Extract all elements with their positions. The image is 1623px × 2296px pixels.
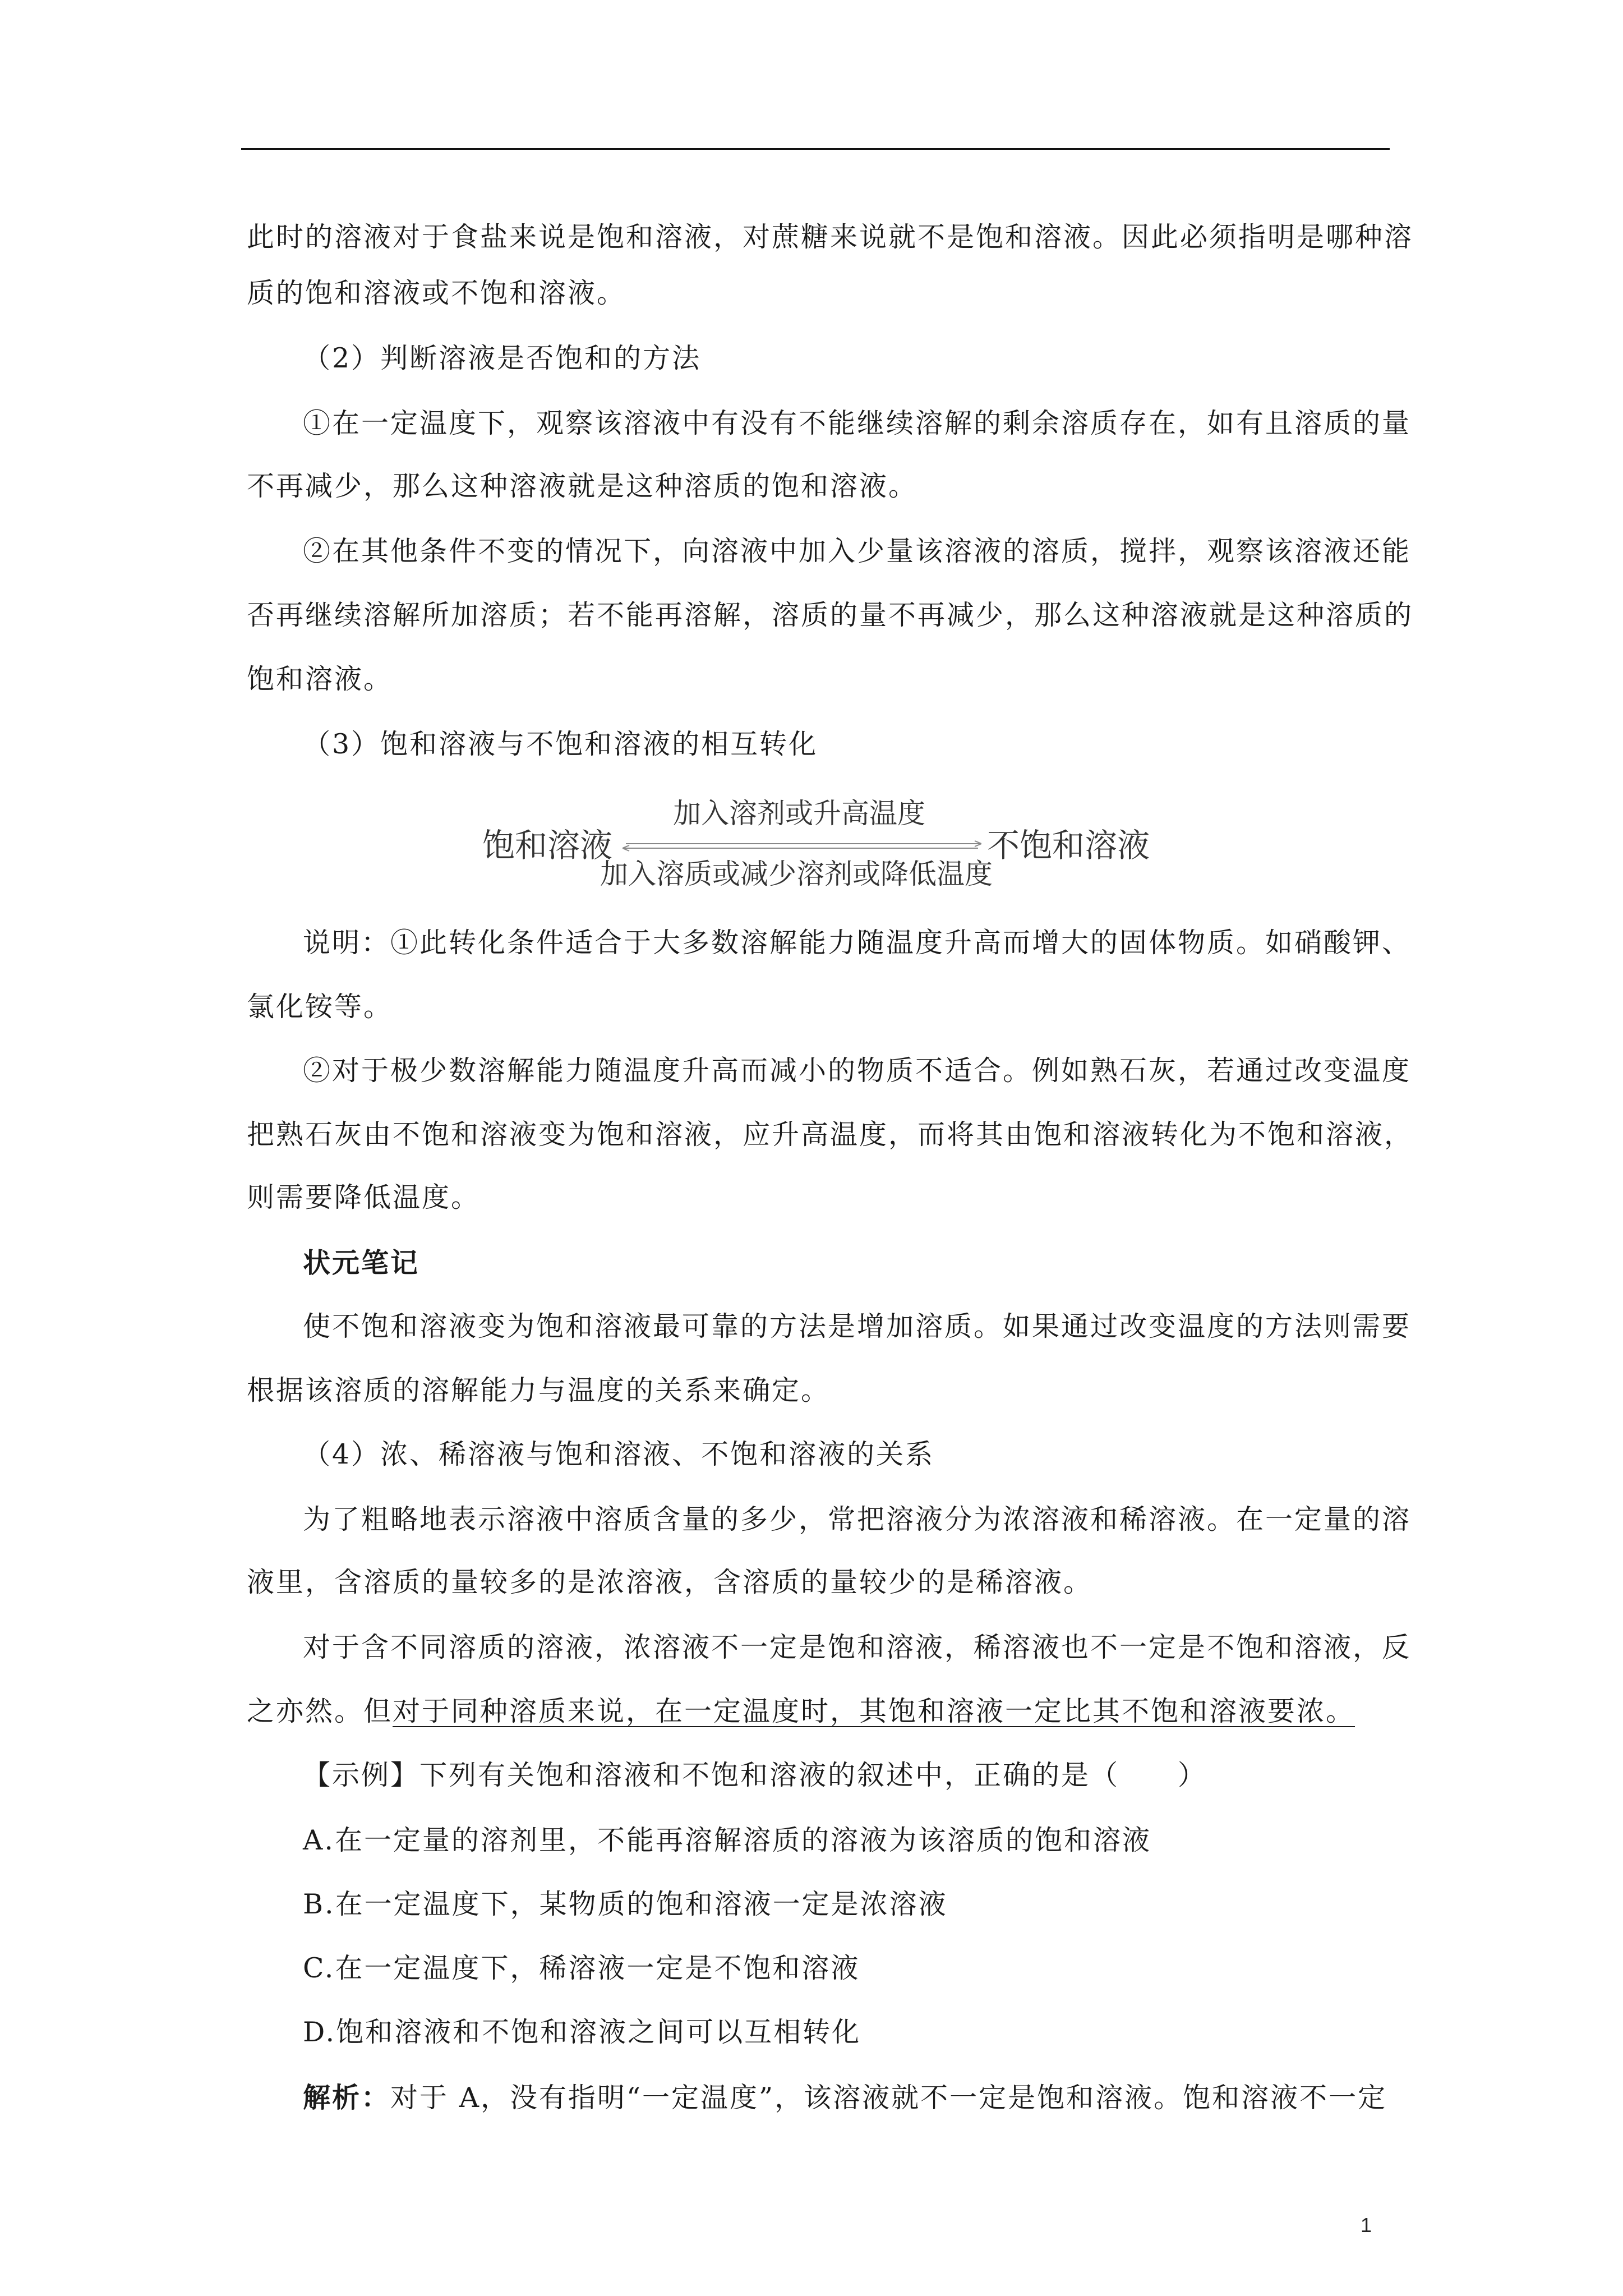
paragraph-line: 饱和溶液。 (247, 663, 393, 695)
diagram-left-term: 饱和溶液 (482, 826, 613, 864)
paragraph-line: ②在其他条件不变的情况下，向溶液中加入少量该溶液的溶质，搅拌，观察该溶液还能 (303, 535, 1412, 567)
paragraph-line: 氯化铵等。 (247, 991, 393, 1023)
diagram-bottom-label: 加入溶质或减少溶剂或降低温度 (600, 858, 993, 890)
analysis-line (303, 2079, 1451, 2116)
section-heading: （2）判断溶液是否饱和的方法 (303, 342, 702, 374)
paragraph-line: 说明：①此转化条件适合于大多数溶解能力随温度升高而增大的固体物质。如硝酸钾、 (303, 927, 1412, 959)
note-heading: 状元笔记 (303, 1246, 420, 1279)
option-b: B.在一定温度下，某物质的饱和溶液一定是浓溶液 (303, 1888, 948, 1920)
diagram-top-label: 加入溶剂或升高温度 (673, 797, 925, 830)
paragraph-line: ①在一定温度下，观察该溶液中有没有不能继续溶解的剩余溶质存在，如有且溶质的量 (303, 407, 1412, 439)
section-heading: （4）浓、稀溶液与饱和溶液、不饱和溶液的关系 (303, 1438, 935, 1470)
header-rule (241, 148, 1390, 150)
section-heading: （3）饱和溶液与不饱和溶液的相互转化 (303, 728, 818, 760)
diagram-right-term: 不饱和溶液 (987, 826, 1150, 864)
paragraph-line: 否再继续溶解所加溶质；若不能再溶解，溶质的量不再减少，那么这种溶液就是这种溶质的 (247, 599, 1414, 631)
paragraph-line: 液里，含溶质的量较多的是浓溶液，含溶质的量较少的是稀溶液。 (247, 1566, 1093, 1598)
paragraph-line: 使不饱和溶液变为饱和溶液最可靠的方法是增加溶质。如果通过改变温度的方法则需要 (303, 1310, 1412, 1342)
page-number: 1 (1361, 2214, 1372, 2237)
paragraph-line (247, 1693, 1395, 1730)
paragraph-line: ②对于极少数溶解能力随温度升高而减小的物质不适合。例如熟石灰，若通过改变温度 (303, 1055, 1412, 1087)
paragraph-fragment: 之亦然。但 (247, 1695, 393, 1727)
paragraph-line: 为了粗略地表示溶液中溶质含量的多少，常把溶液分为浓溶液和稀溶液。在一定量的溶 (303, 1503, 1412, 1535)
paragraph-line: 把熟石灰由不饱和溶液变为饱和溶液，应升高温度，而将其由饱和溶液转化为不饱和溶液， (247, 1119, 1414, 1151)
example-question: 【示例】下列有关饱和溶液和不饱和溶液的叙述中，正确的是（ ） (303, 1759, 1207, 1791)
paragraph-line: 质的饱和溶液或不饱和溶液。 (247, 277, 626, 309)
option-d: D.饱和溶液和不饱和溶液之间可以互相转化 (303, 2016, 861, 2048)
paragraph-line: 不再减少，那么这种溶液就是这种溶质的饱和溶液。 (247, 470, 918, 502)
underlined-fragment: 对于同种溶质来说，在一定温度时，其饱和溶液一定比其不饱和溶液要浓。 (393, 1695, 1355, 1727)
analysis-text: 对于 A，没有指明“一定温度”，该溶液就不一定是饱和溶液。饱和溶液不一定 (390, 2082, 1387, 2114)
paragraph-line: 对于含不同溶质的溶液，浓溶液不一定是饱和溶液，稀溶液也不一定是不饱和溶液，反 (303, 1631, 1412, 1663)
paragraph-line: 此时的溶液对于食盐来说是饱和溶液，对蔗糖来说就不是饱和溶液。因此必须指明是哪种溶 (247, 221, 1414, 253)
conversion-diagram (482, 791, 1161, 892)
paragraph-line: 则需要降低温度。 (247, 1181, 481, 1213)
option-a: A.在一定量的溶剂里，不能再溶解溶质的溶液为该溶质的饱和溶液 (303, 1824, 1151, 1856)
double-arrow-icon (623, 840, 981, 852)
analysis-label: 解析： (303, 2081, 391, 2114)
option-c: C.在一定温度下，稀溶液一定是不饱和溶液 (303, 1952, 860, 1984)
paragraph-line: 根据该溶质的溶解能力与温度的关系来确定。 (247, 1374, 831, 1406)
